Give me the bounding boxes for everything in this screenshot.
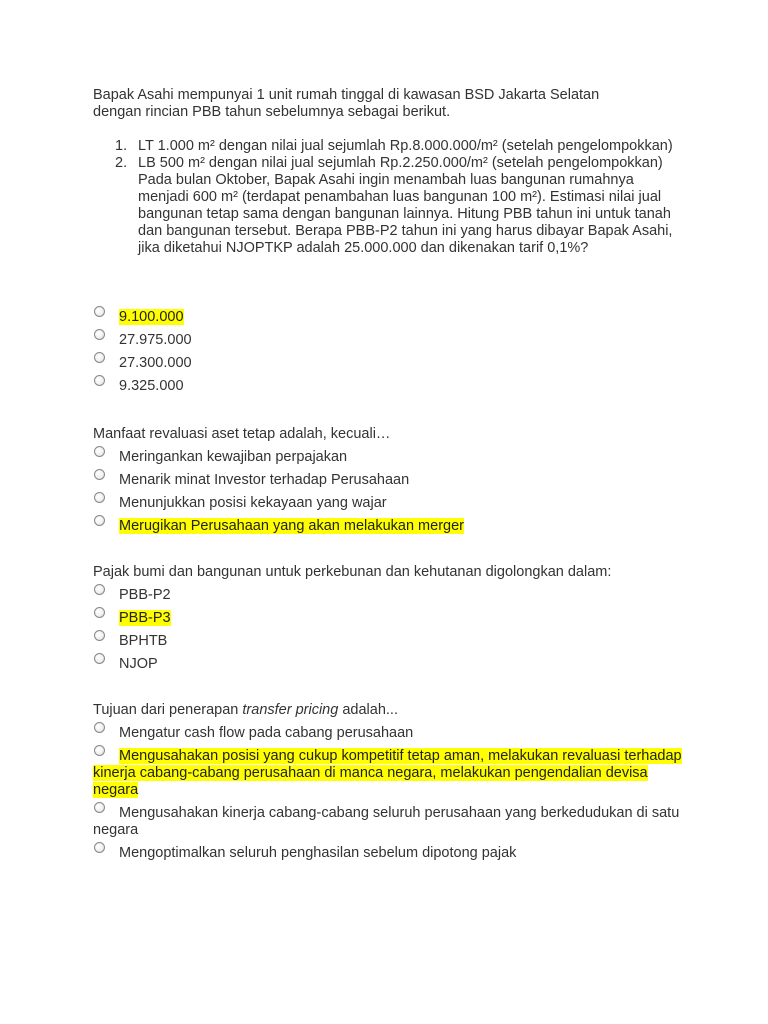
radio-button-icon[interactable] (94, 352, 105, 363)
list-item (93, 155, 683, 257)
radio-button-icon[interactable] (94, 842, 105, 853)
radio-button-icon[interactable] (94, 375, 105, 386)
question-4-options (93, 725, 683, 862)
option-label: Menunjukkan posisi kekayaan yang wajar (119, 495, 387, 511)
question-1-option-1[interactable] (93, 309, 683, 326)
radio-button-icon[interactable] (94, 630, 105, 641)
radio-button-icon[interactable] (94, 607, 105, 618)
option-label: Merugikan Perusahaan yang akan melakukan merger (119, 518, 464, 534)
question-2-option-2[interactable] (93, 472, 683, 489)
option-label: 27.975.000 (119, 332, 192, 348)
option-label: 9.325.000 (119, 378, 184, 394)
radio-button-icon[interactable] (94, 722, 105, 733)
question-1-options (93, 309, 683, 395)
question-3-option-1[interactable] (93, 587, 683, 604)
radio-button-icon[interactable] (94, 446, 105, 457)
option-label: PBB-P3 (119, 610, 171, 626)
radio-button-icon[interactable] (94, 584, 105, 595)
question-2-text: Manfaat revaluasi aset tetap adalah, kecuali… (93, 426, 391, 442)
question-1-option-4[interactable] (93, 378, 683, 395)
question-3-option-3[interactable] (93, 633, 683, 650)
question-3 (93, 564, 683, 673)
question-2 (93, 426, 683, 535)
list-item-number: 2. (115, 155, 128, 171)
question-3-option-4[interactable] (93, 656, 683, 673)
radio-button-icon[interactable] (94, 492, 105, 503)
question-2-option-1[interactable] (93, 449, 683, 466)
question-4 (93, 702, 683, 862)
question-4-option-3[interactable] (93, 805, 683, 839)
list-item-number: 1. (115, 138, 128, 154)
radio-button-icon[interactable] (94, 515, 105, 526)
question-4-option-2[interactable] (93, 748, 683, 799)
list-item-text: LB 500 m² dengan nilai jual sejumlah Rp.2.250.000/m² (setelah pengelompokkan) Pada bulan Oktober, Bapak Asahi ingin menambah luas bangunan rumahnya menjadi 600 m² (terdapat penambahan luas bangunan 100 m²). Estimasi nilai jual bangunan tetap sama dengan bangunan lainnya. Hitung PBB tahun ini untuk tanah dan bangunan tersebut. Berapa PBB-P2 tahun ini yang harus dibayar Bapak Asahi, jika diketahui NJOPTKP adalah 25.000.000 dan dikenakan tarif 0,1%? (138, 155, 673, 256)
option-label: BPHTB (119, 633, 168, 649)
option-label: PBB-P2 (119, 587, 171, 603)
option-label: Menarik minat Investor terhadap Perusahaan (119, 472, 410, 488)
option-label: Mengatur cash flow pada cabang perusahaan (119, 725, 414, 741)
radio-button-icon[interactable] (94, 653, 105, 664)
question-4-suffix: adalah... (338, 702, 398, 718)
question-2-options (93, 449, 683, 535)
question-4-prefix: Tujuan dari penerapan (93, 702, 243, 718)
radio-button-icon[interactable] (94, 802, 105, 813)
question-3-text: Pajak bumi dan bangunan untuk perkebunan dan kehutanan digolongkan dalam: (93, 564, 612, 580)
option-label: 9.100.000 (119, 309, 184, 325)
option-label: Mengoptimalkan seluruh penghasilan sebelum dipotong pajak (119, 845, 517, 861)
radio-button-icon[interactable] (94, 745, 105, 756)
question-2-option-3[interactable] (93, 495, 683, 512)
question-4-option-4[interactable] (93, 845, 683, 862)
question-4-option-1[interactable] (93, 725, 683, 742)
option-label: Mengusahakan posisi yang cukup kompetitif tetap aman, melakukan revaluasi terhadap kinerja cabang-cabang perusahaan di manca negara, melakukan pengendalian devisa negara (93, 748, 682, 798)
option-label: NJOP (119, 656, 158, 672)
question-4-italic-term: transfer pricing (242, 702, 339, 718)
question-1-intro (93, 87, 683, 121)
radio-button-icon[interactable] (94, 306, 105, 317)
option-label: Meringankan kewajiban perpajakan (119, 449, 348, 465)
option-label: 27.300.000 (119, 355, 192, 371)
question-4-text (93, 702, 683, 719)
question-1-option-2[interactable] (93, 332, 683, 349)
radio-button-icon[interactable] (94, 329, 105, 340)
option-label: Mengusahakan kinerja cabang-cabang seluruh perusahaan yang berkedudukan di satu negara (93, 805, 680, 838)
radio-button-icon[interactable] (94, 469, 105, 480)
question-1-intro-line-1: Bapak Asahi mempunyai 1 unit rumah tinggal di kawasan BSD Jakarta Selatan (93, 87, 600, 103)
question-3-option-2[interactable] (93, 610, 683, 627)
question-1-option-3[interactable] (93, 355, 683, 372)
list-item-text: LT 1.000 m² dengan nilai jual sejumlah Rp.8.000.000/m² (setelah pengelompokkan) (138, 138, 673, 154)
list-item (93, 138, 683, 155)
question-3-options (93, 587, 683, 673)
question-1-list (93, 138, 683, 257)
question-1-intro-line-2: dengan rincian PBB tahun sebelumnya sebagai berikut. (93, 104, 451, 120)
question-2-option-4[interactable] (93, 518, 683, 535)
